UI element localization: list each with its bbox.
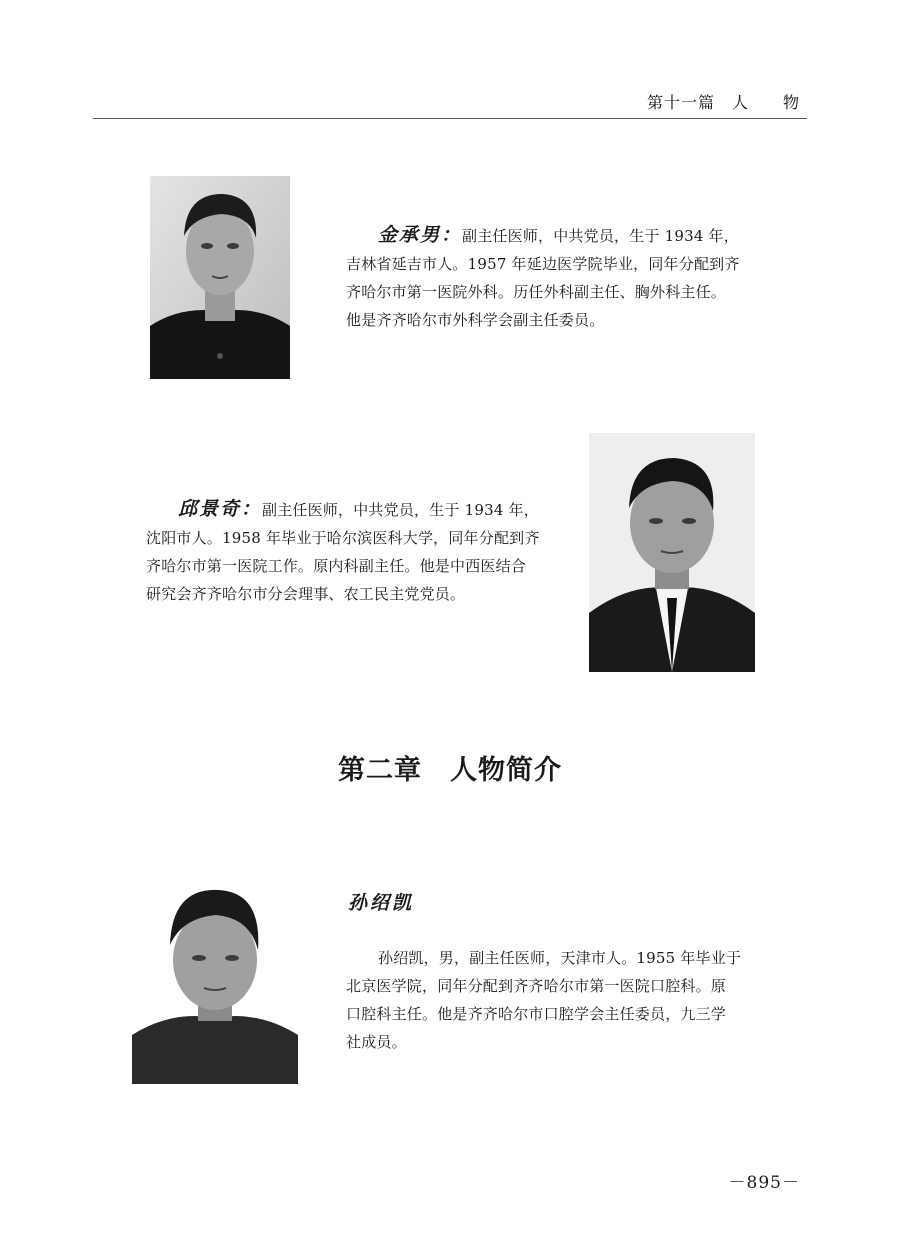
bio-line: 齐哈尔市第一医院外科。历任外科副主任、胸外科主任。 xyxy=(346,283,727,301)
bio-line: 他是齐齐哈尔市外科学会副主任委员。 xyxy=(346,311,605,329)
portrait-photo-2 xyxy=(589,433,755,672)
bio-entry-2 xyxy=(146,495,558,608)
bio-line: 副主任医师，中共党员，生于 1934 年， xyxy=(462,227,739,245)
bio-entry-1 xyxy=(346,221,758,334)
bio-line: 孙绍凯，男，副主任医师，天津市人。1955 年毕业于 xyxy=(378,949,742,967)
page-number: －895－ xyxy=(728,1173,800,1193)
chapter-name: 人物简介 xyxy=(450,755,562,786)
portrait-photo-1 xyxy=(150,176,290,379)
person-name-1: 金承男： xyxy=(378,224,463,246)
bio-line: 口腔科主任。他是齐齐哈尔市口腔学会主任委员，九三学 xyxy=(346,1005,727,1023)
portrait-photo-3 xyxy=(132,860,298,1084)
bio-line: 吉林省延吉市人。1957 年延边医学院毕业，同年分配到齐 xyxy=(346,255,740,273)
profile-heading: 孙绍凯 xyxy=(348,892,415,914)
person-name-2: 邱景奇： xyxy=(178,498,263,520)
chapter-number: 第二章 xyxy=(338,755,422,786)
bio-line: 副主任医师，中共党员，生于 1934 年， xyxy=(262,501,539,519)
bio-line: 研究会齐齐哈尔市分会理事、农工民主党党员。 xyxy=(146,585,466,603)
chapter-title xyxy=(0,748,900,787)
header-rule xyxy=(93,118,807,119)
bio-line: 社成员。 xyxy=(346,1033,407,1051)
running-header: 第十一篇 人 物 xyxy=(646,93,800,112)
bio-line: 北京医学院，同年分配到齐齐哈尔市第一医院口腔科。原 xyxy=(346,977,727,995)
bio-line: 沈阳市人。1958 年毕业于哈尔滨医科大学，同年分配到齐 xyxy=(146,529,540,547)
bio-line: 齐哈尔市第一医院工作。原内科副主任。他是中西医结合 xyxy=(146,557,527,575)
bio-profile xyxy=(346,944,758,1056)
